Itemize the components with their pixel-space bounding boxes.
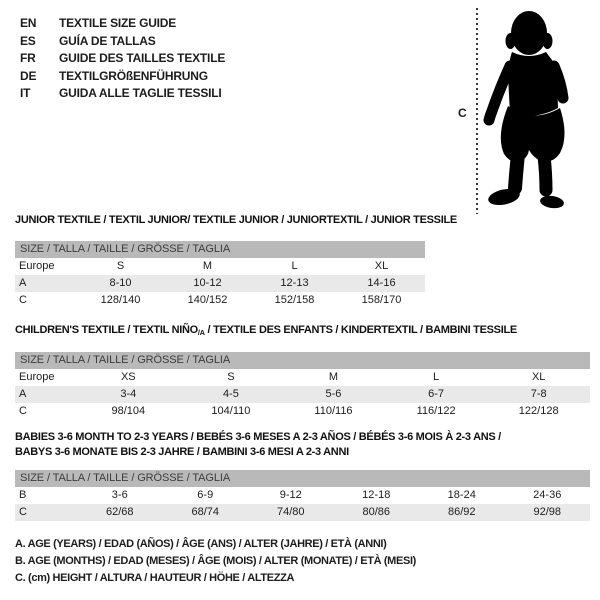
language-code: IT (20, 86, 31, 100)
language-code: ES (20, 33, 36, 48)
baby-figure (450, 6, 595, 216)
table-cell: 10-12 (193, 277, 222, 289)
legend-line-a: A. AGE (YEARS) / EDAD (AÑOS) / ÂGE (ANS) / ALTER (JAHRE) / ETÀ (ANNI) (15, 538, 387, 550)
table-row (15, 369, 590, 386)
table-title: JUNIOR TEXTILE / TEXTIL JUNIOR/ TEXTILE JUNIOR / JUNIORTEXTIL / JUNIOR TESSILE (15, 214, 457, 226)
table-cell: 3-4 (120, 388, 137, 400)
row-label: Europe (19, 260, 55, 272)
table-row (15, 504, 590, 521)
language-row-de (20, 68, 225, 86)
table-title: BABIES 3-6 MONTH TO 2-3 YEARS / BEBÉS 3-6 MESES A 2-3 AÑOS / BÉBÉS 3-6 MOIS À 2-3 ANS / BABYS 3-6 MONATE BIS 2-3 JAHRE / BAMBINI 3-6 MESI A 2-3 ANNI (15, 431, 501, 458)
baby-silhouette (482, 8, 574, 214)
table-cell: 98/104 (111, 405, 146, 417)
table-cell: 12-13 (280, 277, 309, 289)
language-row-it (20, 85, 225, 103)
table-cell: 86/92 (447, 506, 476, 518)
table-cell: XL (374, 260, 389, 272)
table-cell: 158/170 (361, 294, 402, 306)
row-label: A (19, 277, 27, 289)
legend (15, 536, 416, 587)
legend-line-b: B. AGE (MONTHS) / EDAD (MESES) / ÂGE (MOIS) / ALTER (MONATE) / ETÀ (MESI) (15, 555, 416, 567)
size-table-section (15, 213, 590, 309)
size-table-section (15, 430, 590, 521)
table-cell: 116/122 (416, 405, 456, 417)
table-cell: 140/152 (187, 294, 228, 306)
table-cell: 68/74 (191, 506, 220, 518)
table-cell: 122/128 (518, 405, 559, 417)
row-label: C (19, 506, 27, 518)
language-header (20, 15, 225, 103)
table-cell: 4-5 (222, 388, 239, 400)
language-label: GUIDA ALLE TAGLIE TESSILI (59, 86, 222, 100)
table-cell: 104/110 (211, 405, 251, 417)
table-row (15, 386, 590, 403)
legend-line-c: C. (cm) HEIGHT / ALTURA / HAUTEUR / HÖHE / ALTEZZA (15, 572, 295, 584)
table-cell: XS (120, 371, 136, 383)
size-table (15, 470, 590, 521)
table-row (15, 403, 590, 420)
table-row (15, 292, 425, 309)
language-code: FR (20, 51, 36, 65)
size-table (15, 352, 590, 420)
height-measure-line (476, 8, 478, 214)
table-cell: M (328, 371, 339, 383)
table-row (15, 258, 425, 275)
table-cell: 92/98 (533, 506, 562, 518)
language-label: GUÍA DE TALLAS (59, 33, 156, 48)
table-cell: 80/86 (362, 506, 391, 518)
table-row (15, 275, 425, 292)
table-cell: XL (531, 371, 546, 383)
table-cell: 6-7 (428, 388, 445, 400)
row-label: Europe (19, 371, 55, 383)
language-row-es (20, 33, 225, 51)
table-cell: S (227, 371, 235, 383)
table-title: CHILDREN'S TEXTILE / TEXTIL $NIÑO_{/A}$ / TEXTILE DES ENFANTS / KINDERTEXTIL / BAMBINI TESSILE (15, 324, 517, 337)
table-cell: 128/140 (100, 294, 141, 306)
language-label: TEXTILE SIZE GUIDE (59, 16, 177, 30)
size-table-header: SIZE / TALLA / TAILLE / GRÖSSE / TAGLIA (15, 241, 425, 258)
language-label: TEXTILGRÖßENFÜHRUNG (59, 68, 208, 83)
table-cell: 14-16 (367, 277, 396, 289)
table-cell: 62/68 (105, 506, 134, 518)
size-table-header: SIZE / TALLA / TAILLE / GRÖSSE / TAGLIA (15, 352, 590, 369)
table-cell: 18-24 (447, 489, 476, 501)
table-cell: 24-36 (533, 489, 562, 501)
table-cell: 8-10 (109, 277, 132, 289)
row-label: C (19, 294, 27, 306)
table-cell: 74/80 (276, 506, 305, 518)
language-label: GUIDE DES TAILLES TEXTILE (59, 51, 226, 65)
table-cell: 152/158 (274, 294, 315, 306)
table-cell: 12-18 (362, 489, 391, 501)
row-label: B (19, 489, 27, 501)
language-row-fr (20, 50, 225, 68)
height-measure-label: C (458, 106, 467, 120)
size-table (15, 241, 425, 309)
language-code: EN (20, 16, 37, 30)
table-cell: 5-6 (325, 388, 342, 400)
table-cell: L (433, 371, 440, 383)
table-row (15, 487, 590, 504)
language-code: DE (20, 68, 37, 83)
table-cell: M (202, 260, 213, 272)
table-cell: 6-9 (197, 489, 214, 501)
table-cell: S (116, 260, 125, 272)
table-cell: 7-8 (530, 388, 547, 400)
size-table-header: SIZE / TALLA / TAILLE / GRÖSSE / TAGLIA (15, 470, 590, 487)
table-cell: L (291, 260, 298, 272)
size-tables (15, 213, 590, 521)
size-table-section (15, 323, 590, 420)
row-label: A (19, 388, 27, 400)
row-label: C (19, 405, 27, 417)
table-cell: 110/116 (314, 405, 353, 417)
language-row-en (20, 15, 225, 33)
table-cell: 9-12 (279, 489, 302, 501)
table-cell: 3-6 (111, 489, 128, 501)
